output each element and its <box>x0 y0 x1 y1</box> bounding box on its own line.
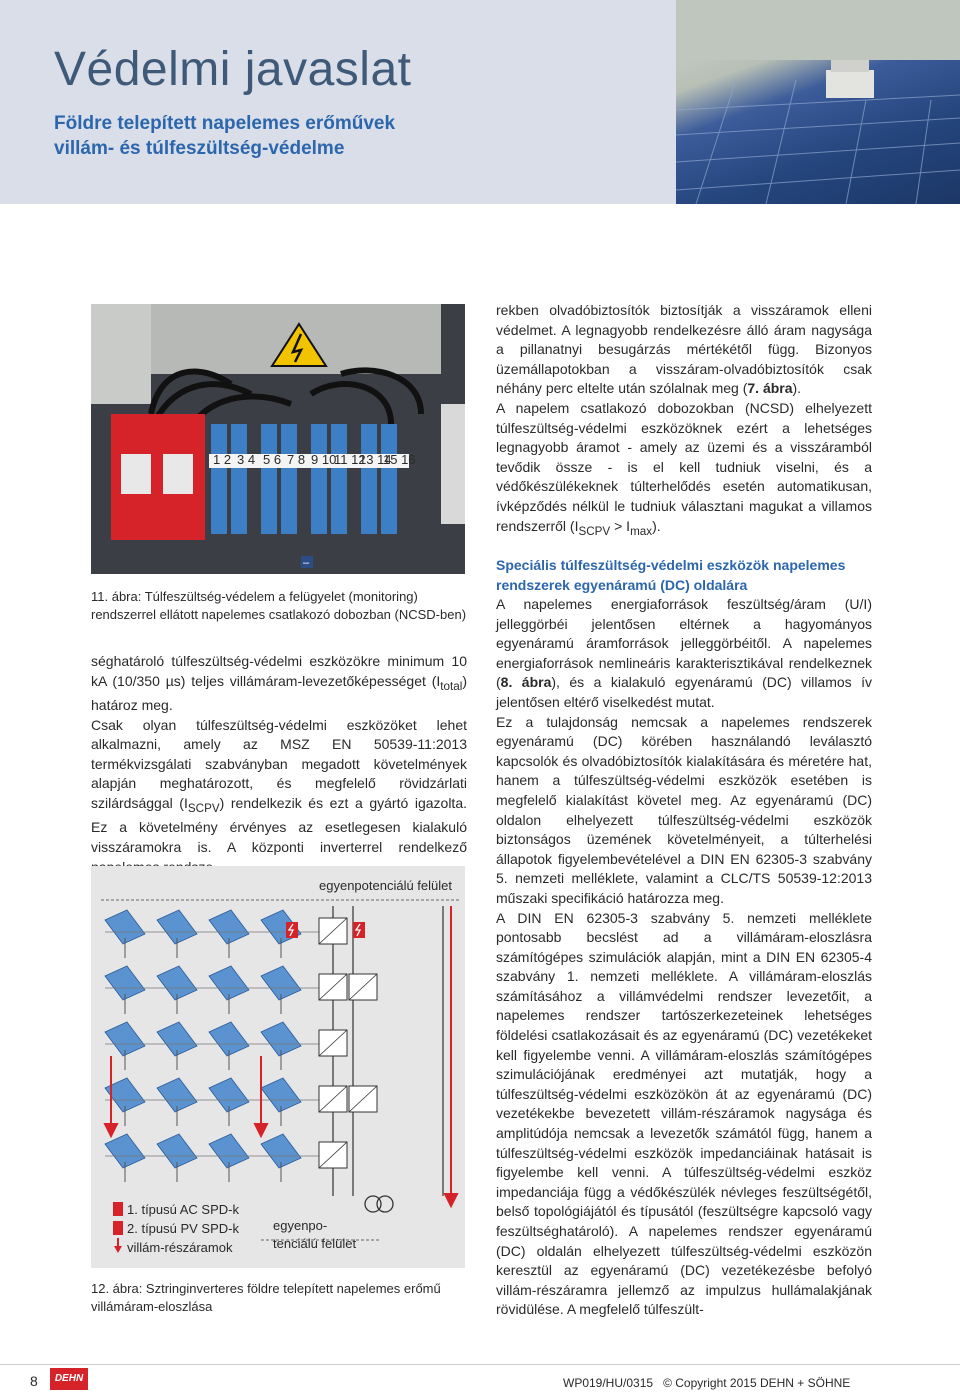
left-p1-subscript: total <box>440 679 463 693</box>
left-column-text <box>91 652 467 877</box>
terminal-label-3: 5 6 <box>263 452 282 467</box>
section-p1-text-b: ), és a kialakuló egyenáramú (DC) villamos ív jelentősen eltérő viselkedést mutat. <box>496 674 873 710</box>
ncsd-box-illustration <box>91 304 465 574</box>
section-paragraph-1 <box>496 595 872 713</box>
ac-spd-legend-icon <box>113 1202 123 1216</box>
terminal-label-1: 1 2 <box>213 452 232 467</box>
left-p1-text-a: séghatároló túlfeszültség-védelmi eszközökre minimum 10 kA (10/350 µs) teljes villámáram-levezetőképességet (I <box>91 653 467 689</box>
copyright: © Copyright 2015 DEHN + SÖHNE <box>663 1376 851 1390</box>
footer-doc-info <box>563 1376 850 1390</box>
right-p1-text-a: rekben olvadóbiztosítók biztosítják a visszáramok elleni védelmet. A legnagyobb rendelkezésre álló áram nagysága a pillanatnyi besugárzás mértékétől függ. Bizonyos üzemállapotokban a visszáram-olvadóbiztosítók csak néhány perc eltelte után szólalnak meg ( <box>496 302 872 397</box>
legend-pv-spd: 2. típusú PV SPD-k <box>127 1221 239 1236</box>
right-p2-subscript-1: SCPV <box>578 524 611 538</box>
right-column-top-text <box>496 301 872 541</box>
equipotential-label-bottom-1: egyenpo- <box>273 1218 328 1233</box>
section-paragraph-2: Ez a tulajdonság nemcsak a napelemes rendszerek egyenáramú (DC) körében használandó leválasztó kapcsolók és olvadóbiztosítók kialakítására és méretére hat, hanem a túlfeszültség-védelmi eszközök esetében is megfelelő kialakítást követel meg. Az egyenáramú (DC) oldalon elhelyezett túlfeszültség-védelmi eszközök biztonságos üzemének követelményeit, a túlterhelési állapotok figyelembevételével a DIN EN 62305-3 szabvány 5. nemzeti melléklete, valamint a CLC/TS 50539-12:2013 műszaki specifikáció határozza meg. <box>496 713 872 906</box>
page-header <box>0 0 960 204</box>
terminal-label-5: 9 10 <box>311 452 337 467</box>
left-p2-text-a: Csak olyan túlfeszültség-védelmi eszközöket lehet alkalmazni, amely az MSZ EN 50539-11:2013 termékvizsgálati szabványban megadott követelmények alapján meghatározott, és megfelelő rövidzárlati szilárdsággal (I <box>91 716 467 811</box>
terminal-label-7: 13 14 <box>359 452 392 467</box>
section-paragraph-3: A DIN EN 62305-3 szabvány 5. nemzeti melléklete pontosabb becslést ad a villámáram-eloszlásra számítógépes szimulációk alapján, mint a DIN EN 62305-4 szabvány 1. nemzeti melléklete. A villámáram-eloszlás számításához a villámvédelmi rendszer levezetőit, a napelemes rendszer tartószerkezeteinek lehetséges földelési csatlakozásait és az egyenáramú (DC) vezetékeket kell figyelembe venni. A villámáram-eloszlás számítógépes szimulációjának eredményei azt mutatják, hogy a túlfeszültség-védelmi eszközökön át az egyenáramú (DC) vezetékekbe bevezetett villám-részáramok nagysága és amplitúdója nemcsak a levezetők számától függ, hanem a túlfeszültség-védelmi eszközök impedanciáinak hatásait is figyelembe kell venni. A túlfeszültség-védelmi eszköz impedanciája függ a védőkészülék névleges feszültségétől, belső topológiájától és típusától (feszültségre kapcsoló vagy feszültséghatároló). A napelemes rendszer egyenáramú (DC) oldalán elhelyezett túlfeszültség-védelmi eszközön keresztül az egyenáramú (DC) vezetékezésbe befolyó villám-részáramra jellemző az impulzus hullámalakjának rövidülése. A megfelelő túlfeszült- <box>496 909 872 1318</box>
doc-code: WP019/HU/0315 <box>563 1376 654 1390</box>
right-p2-text-mid: > I <box>610 517 631 534</box>
terminal-label-4: 7 8 <box>287 452 306 467</box>
dehn-logo: DEHN <box>50 1368 88 1390</box>
subtitle-line-2: villám- és túlfeszültség-védelme <box>54 138 345 159</box>
pv-panel-grid <box>105 910 319 1182</box>
legend-ac-spd: 1. típusú AC SPD-k <box>127 1202 239 1217</box>
pv-spd-legend-icon <box>113 1221 123 1235</box>
equipotential-label-bottom-2: tenciálú felület <box>273 1236 357 1251</box>
figure-7-reference: 7. ábra <box>747 380 793 397</box>
left-p1-text-b: ) határoz meg. <box>91 672 467 713</box>
left-p2-subscript: SCPV <box>187 801 220 815</box>
figure-12-legend <box>113 1202 239 1255</box>
ncsd-box-photo <box>91 304 465 574</box>
page-title: Védelmi javaslat <box>54 43 412 96</box>
solar-farm-photo <box>676 0 960 204</box>
left-paragraph-2 <box>91 716 467 878</box>
figure-8-reference: 8. ábra <box>500 674 552 691</box>
left-paragraph-1 <box>91 652 467 716</box>
right-p2-text-b: ). <box>652 517 661 534</box>
page-number: 8 <box>30 1373 38 1389</box>
page-subtitle <box>54 111 474 161</box>
lightning-distribution-diagram <box>91 866 465 1268</box>
terminal-label-6: 11 12 <box>334 452 366 467</box>
legend-lightning-current: villám-részáramok <box>127 1240 233 1255</box>
section-p1-text-a: A napelemes energiaforrások feszültség/áram (U/I) jelleggörbéi jelentősen eltérnek a hagyományos egyenáramú áramforrások jelleggörbéitől. A napelemes energiaforrások nemlineáris karakterisztikával rendelkeznek ( <box>496 596 872 691</box>
section-heading: Speciális túlfeszültség-védelmi eszközök napelemes rendszerek egyenáramú (DC) oldalára <box>496 557 846 593</box>
right-p2-subscript-2: max <box>630 524 653 538</box>
equipotential-label-top: egyenpotenciálú felület <box>319 878 452 893</box>
subtitle-line-1: Földre telepített napelemes erőművek <box>54 113 396 134</box>
terminal-label-2: 3 4 <box>237 452 256 467</box>
right-p2-text-a: A napelem csatlakozó dobozokban (NCSD) elhelyezett túlfeszültség-védelmi eszközöknek ezért a lehetséges legnagyobb áramot - amely az üzemi és a visszáramból tevődik össze - is el kell tudniuk viselni, és a védőkészülékeknek túlterhelődés esetén automatikusan, ívképződés nélkül le tudniuk választani magukat a villamos rendszerről (I <box>496 399 872 534</box>
footer-divider <box>0 1364 960 1365</box>
figure-12-caption: 12. ábra: Sztringinverteres földre telepített napelemes erőmű villámáram-eloszlása <box>91 1281 441 1314</box>
right-paragraph-1 <box>496 301 872 399</box>
left-p2-text-b: ) rendelkezik és ezt a gyártó igazolta. Ez a követelmény érvényes az esetlegesen kialakuló visszáramokra is. A központi inverterrel rendelkező <box>91 794 468 855</box>
terminal-label-8: 15 16 <box>383 452 416 467</box>
right-paragraph-2 <box>496 399 872 541</box>
minus-label: – <box>303 557 310 569</box>
figure-11-caption: 11. ábra: Túlfeszültség-védelem a felügyelet (monitoring) rendszerrel ellátott napelemes csatlakozó dobozban (NCSD-ben) <box>91 589 467 622</box>
figure-12-diagram <box>91 866 465 1268</box>
right-p1-text-b: ). <box>792 380 802 397</box>
solar-farm-illustration <box>676 0 960 204</box>
right-section-text <box>496 595 872 1320</box>
